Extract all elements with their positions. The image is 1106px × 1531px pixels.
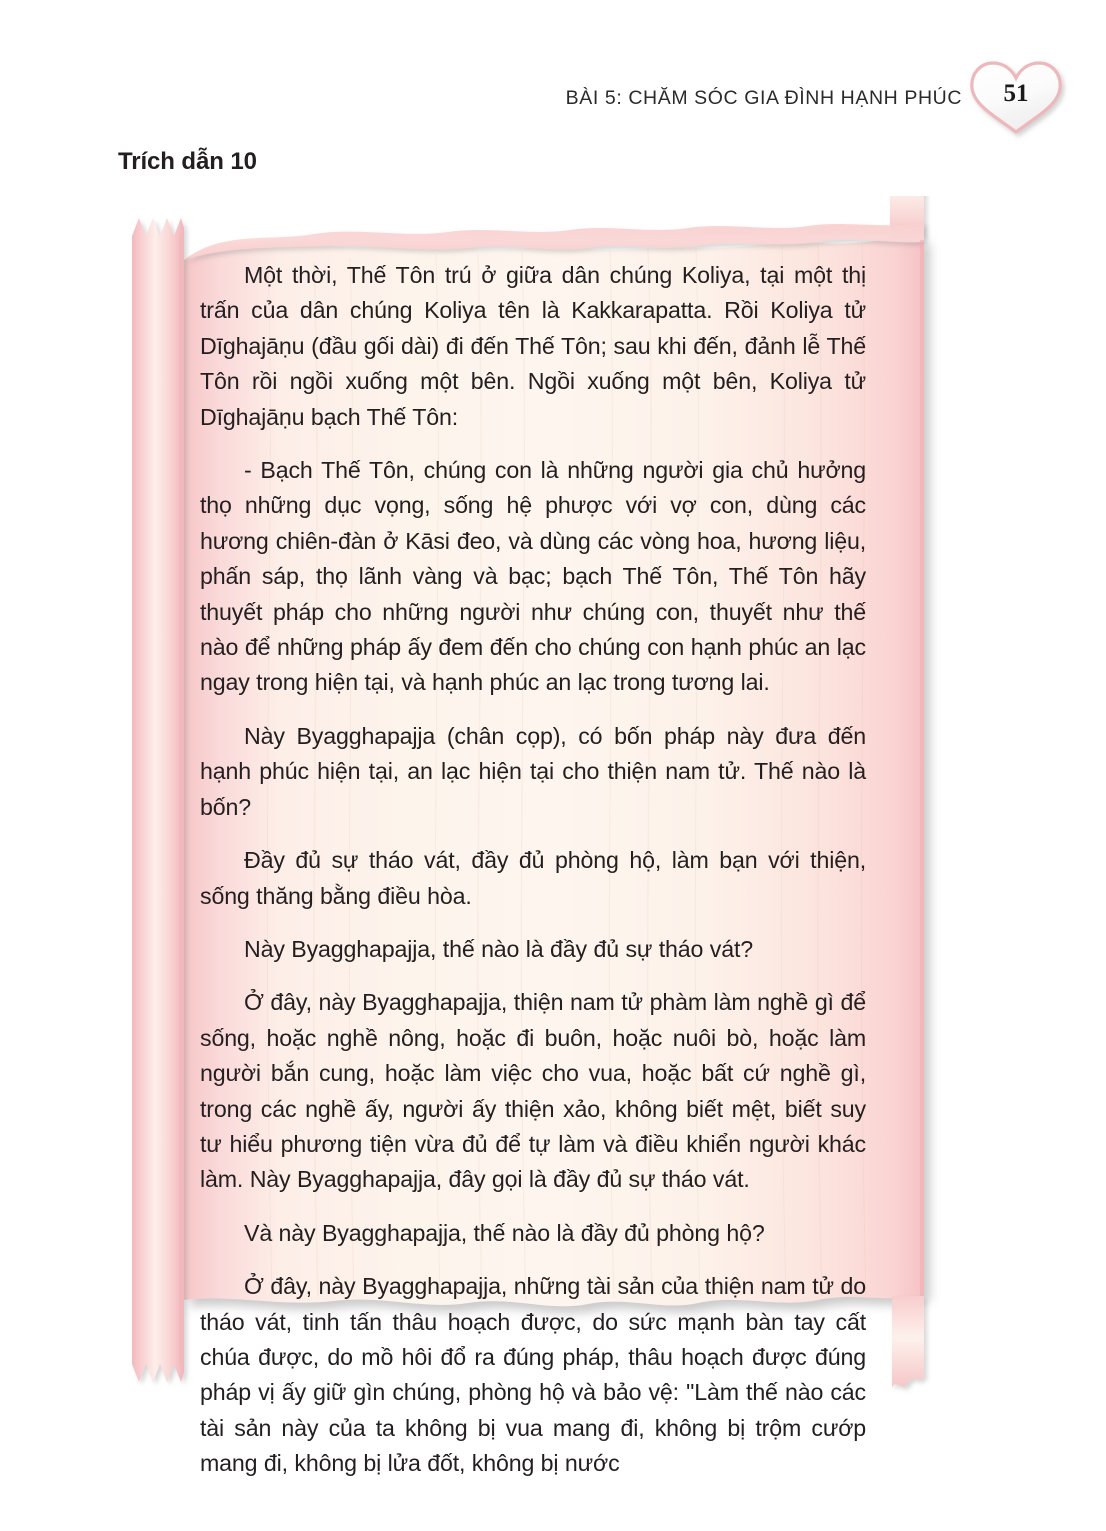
quote-paragraph: Ở đây, này Byagghapajja, những tài sản của thiện nam tử do tháo vát, tinh tấn thâu hoạch được, do sức mạnh bàn tay cất chúa được, do mồ hôi đổ ra đúng pháp, thâu hoạch được đúng pháp vị ấy giữ gìn chúng, phòng hộ và bảo vệ: "Làm thế nào các tài sản này của ta không bị vua mang đi, không bị trộm cướp mang đi, không bị lửa đốt, không bị nước	[200, 1273, 866, 1477]
quote-paragraph: Và này Byagghapajja, thế nào là đầy đủ phòng hộ?	[244, 1219, 765, 1246]
header-title: BÀI 5: CHĂM SÓC GIA ĐÌNH HẠNH PHÚC	[565, 86, 962, 109]
quote-paragraph: Ở đây, này Byagghapajja, thiện nam tử phàm làm nghề gì để sống, hoặc nghề nông, hoặc đi buôn, hoặc nuôi bò, hoặc làm người bắn cung, hoặc làm việc cho vua, hoặc bất cứ nghề gì, trong các nghề ấy, người ấy thiện xảo, không biết mệt, biết suy tư hiểu phương tiện vừa đủ để tự làm và điều khiển người khác làm. Này Byagghapajja, đây gọi là đầy đủ sự tháo vát.	[200, 989, 866, 1193]
page-number: 51	[1003, 80, 1029, 107]
page-title: Trích dẫn 10	[118, 148, 257, 175]
page-header	[566, 62, 1064, 134]
page-number-badge	[968, 60, 1064, 136]
quote-paragraph: Đầy đủ sự tháo vát, đầy đủ phòng hộ, làm bạn với thiện, sống thăng bằng điều hòa.	[200, 847, 866, 909]
quote-paragraph: Này Byagghapajja (chân cọp), có bốn pháp này đưa đến hạnh phúc hiện tại, an lạc hiện tại cho thiện nam tử. Thế nào là bốn?	[200, 722, 866, 820]
quote-scroll	[118, 196, 948, 1477]
quote-paragraph: Một thời, Thế Tôn trú ở giữa dân chúng Koliya, tại một thị trấn của dân chúng Koliya tên là Kakkarapatta. Rồi Koliya tử Dīghajāṇu (đầu gối dài) đi đến Thế Tôn; sau khi đến, đảnh lễ Thế Tôn rồi ngồi xuống một bên. Ngồi xuống một bên, Koliya tử Dīghajāṇu bạch Thế Tôn:	[200, 262, 866, 430]
quote-paragraph: Này Byagghapajja, thế nào là đầy đủ sự tháo vát?	[244, 935, 754, 962]
scroll-text-block	[200, 258, 866, 1482]
quote-paragraph: - Bạch Thế Tôn, chúng con là những người gia chủ hưởng thọ những dục vọng, sống hệ phược với vợ con, dùng các hương chiên-đàn ở Kāsi đeo, và dùng các vòng hoa, hương liệu, phấn sáp, thọ lãnh vàng và bạc; bạch Thế Tôn, Thế Tôn hãy thuyết pháp cho những người như chúng con, thuyết như thế nào để những pháp ấy đem đến cho chúng con hạnh phúc an lạc ngay trong hiện tại, và hạnh phúc an lạc trong tương lai.	[200, 457, 866, 696]
